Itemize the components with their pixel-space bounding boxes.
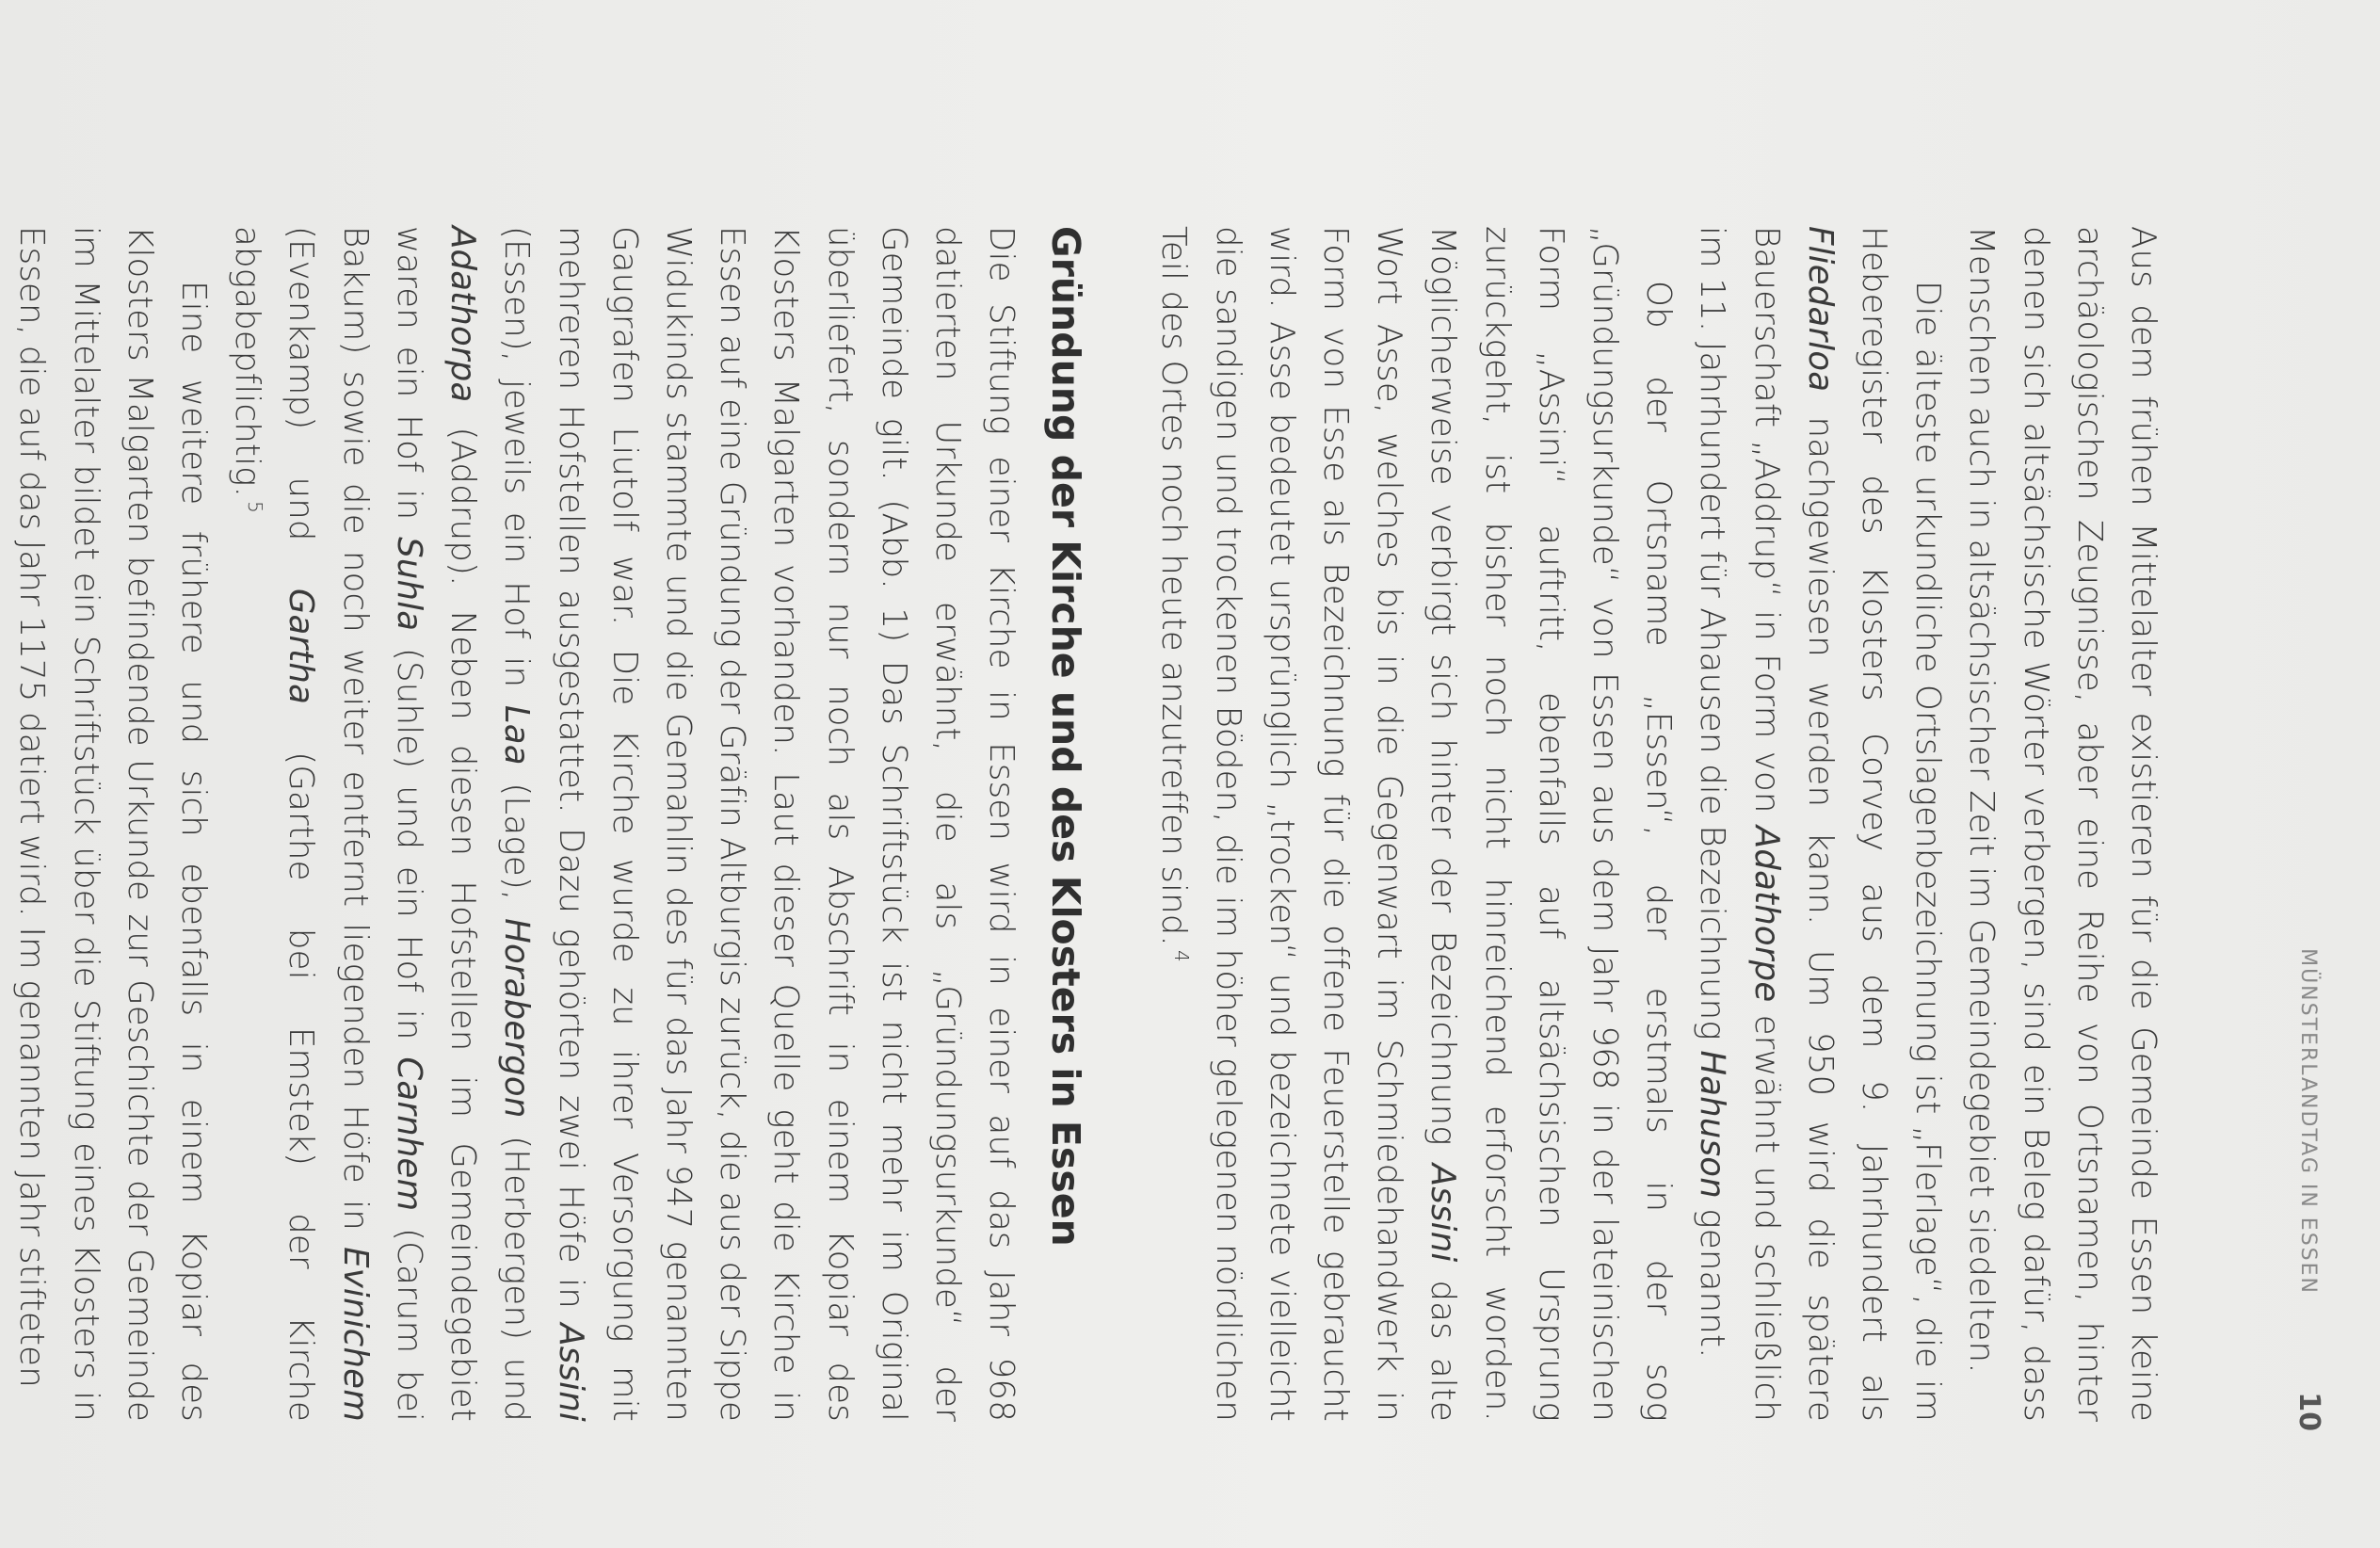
italic-place-name: Suhla — [389, 537, 428, 632]
italic-place-name: Hahuson — [1693, 1050, 1732, 1199]
italic-place-name: Adathorpe — [1746, 825, 1786, 1003]
italic-place-name: Laa — [497, 704, 537, 766]
italic-place-name: Assini — [1423, 1163, 1463, 1263]
section-heading: Gründung der Kirche und des Klosters in Essen — [1043, 226, 1089, 1247]
running-head — [2290, 56, 2327, 1469]
italic-place-name: Gartha — [281, 588, 321, 705]
italic-place-name: Adathorpa — [443, 226, 483, 403]
body-text-column — [5, 226, 2170, 1422]
page-number: 10 — [2292, 1392, 2325, 1431]
italic-place-name: Assini — [551, 1323, 590, 1422]
italic-place-name: Evinichem — [335, 1247, 375, 1422]
body-paragraph: Die älteste urkundliche Ortslagenbezeichnung ist „Flerlage“, die im Heberegister des Klosters Corvey aus dem 9. Jahrhundert als Fliedarloa nachgewiesen werden kann. Um 950 wird die spätere Bauerschaft „Addrup“ in Form von Adathorpe erwähnt und schließlich im 11. Jahrhundert für Ahausen die Bezeichnung Hahuson genannt. — [1693, 226, 1948, 1422]
footnote-marker: 4 — [1170, 950, 1194, 962]
italic-place-name: Fliedarloa — [1800, 226, 1840, 393]
running-head-title: MÜNSTERLANDTAG IN ESSEN — [2296, 948, 2320, 1295]
footnote-marker: 5 — [244, 501, 267, 514]
italic-place-name: Horabergon — [497, 918, 537, 1119]
body-paragraph: Eine weitere frühere und sich ebenfalls in einem Kopiar des Klosters Malgarten befindende Urkunde zur Geschichte der Gemeinde im Mittelalter bildet ein Schriftstück über die Stiftung eines Klosters in Essen, die auf das Jahr 1175 datiert wird. Im genannten Jahr stifteten — [12, 226, 214, 1422]
body-paragraph: Ob der Ortsname „Essen“, der erstmals in der sog „Gründungsurkunde“ von Essen aus dem Jahr 968 in der lateinischen Form „Assini“ auftritt, ebenfalls auf altsächsischen Ursprung zurückgeht, ist bisher noch nicht hinreichend erforscht worden. Möglicherweise verbirgt sich hinter der Bezeichnung Assini das alte Wort Asse, welches bis in die Gegenwart im Schmiedehandwerk in Form von Esse als Bezeichnung für die offene Feuerstelle gebraucht wird. Asse bedeutet ursprünglich „trocken“ und bezeichnete vielleicht die sandigen und trockenen Böden, die im höher gelegenen nördlichen Teil des Ortes noch heute anzutreffen sind.$^4$ — [1154, 226, 1679, 1423]
body-paragraph: Aus dem frühen Mittelalter existieren für die Gemeinde Essen keine archäologischen Zeugnisse, aber eine Reihe von Ortsnamen, hinter denen sich altsächsische Wörter verbergen, sind ein Beleg dafür, dass Menschen auch in altsächsischer Zeit im Gemeindegebiet siedelten. — [1962, 226, 2163, 1422]
body-paragraph: Die Stiftung einer Kirche in Essen wird in einer auf das Jahr 968 datierten Urkunde erwähnt, die als „Gründungsurkunde“ der Gemeinde gilt. (Abb. 1) Das Schriftstück ist nicht mehr im Original überliefert, sondern nur noch als Abschrift in einem Kopiar des Klosters Malgarten vorhanden. Laut dieser Quelle geht die Kirche in Essen auf eine Gründung der Gräfin Altburgis zurück, die aus der Sippe Widukinds stammte und die Gemahlin des für das Jahr 947 genannten Gaugrafen Liutolf war. Die Kirche wurde zu ihrer Versorgung mit mehreren Hofstellen ausgestattet. Dazu gehörten zwei Höfe in Assini (Essen), jeweils ein Hof in Laa (Lage), Horabergon (Herbergen) und Adathorpa (Addrup). Neben diesen Hofstellen im Gemeindegebiet waren ein Hof in Suhla (Suhle) und ein Hof in Carnhem (Carum bei Bakum) sowie die noch weiter entfernt liegenden Höfe in Evinichem (Evenkamp) und Gartha (Garthe bei Emstek) der Kirche abgabepflichtig.$^5$ — [228, 226, 1021, 1422]
italic-place-name: Carnhem — [389, 1056, 428, 1212]
